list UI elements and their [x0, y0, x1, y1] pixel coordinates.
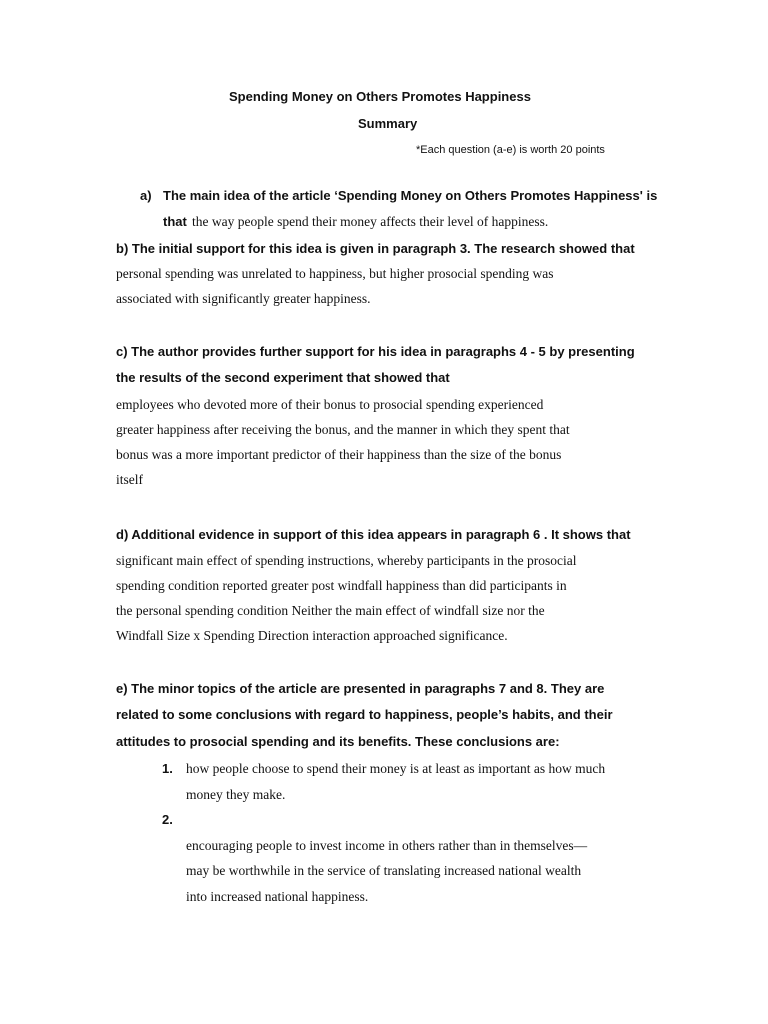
- conclusion-line: may be worthwhile in the service of translating increased national wealth: [186, 863, 582, 878]
- answer-d-line: significant main effect of spending instructions, whereby participants in the prosocial: [116, 553, 577, 568]
- answer-b-line: associated with significantly greater happiness.: [116, 291, 371, 306]
- answer-d-line: Windfall Size x Spending Direction interaction approached significance.: [116, 628, 508, 643]
- answer-d-line: the personal spending condition Neither the main effect of windfall size nor the: [116, 603, 545, 618]
- points-note: *Each question (a-e) is worth 20 points: [416, 144, 605, 156]
- answer-d-line: spending condition reported greater post windfall happiness than did participants in: [116, 578, 567, 593]
- answer-d-lead: d) Additional evidence in support of this idea appears in paragraph 6 . It shows that: [116, 527, 631, 542]
- conclusion-number: 2.: [162, 812, 173, 827]
- conclusion-line: into increased national happiness.: [186, 889, 369, 904]
- conclusion-line: encouraging people to invest income in others rather than in themselves—: [186, 838, 588, 853]
- answer-e-lead: attitudes to prosocial spending and its benefits. These conclusions are:: [116, 734, 560, 749]
- answer-b-lead: b) The initial support for this idea is given in paragraph 3. The research showed that: [116, 241, 635, 256]
- conclusion-number: 1.: [162, 761, 173, 776]
- answer-a-marker: a): [140, 188, 152, 203]
- document-subtitle: Summary: [358, 116, 418, 131]
- answer-a-that: that: [163, 214, 187, 229]
- answer-e-lead: related to some conclusions with regard to happiness, people’s habits, and their: [116, 707, 613, 722]
- document-title: Spending Money on Others Promotes Happiness: [229, 89, 531, 104]
- answer-c-line: bonus was a more important predictor of their happiness than the size of the bonus: [116, 447, 562, 462]
- answer-c-line: greater happiness after receiving the bonus, and the manner in which they spent that: [116, 422, 570, 437]
- answer-a-lead: The main idea of the article ‘Spending Money on Others Promotes Happiness' is: [163, 188, 658, 203]
- answer-b-line: personal spending was unrelated to happiness, but higher prosocial spending was: [116, 266, 554, 281]
- answer-c-lead: the results of the second experiment that showed that: [116, 370, 450, 385]
- answer-c-line: itself: [116, 472, 143, 487]
- answer-c-lead: c) The author provides further support for his idea in paragraphs 4 - 5 by presenting: [116, 344, 635, 359]
- conclusion-line: how people choose to spend their money is at least as important as how much: [186, 761, 606, 776]
- conclusion-line: money they make.: [186, 787, 286, 802]
- answer-e-lead: e) The minor topics of the article are presented in paragraphs 7 and 8. They are: [116, 681, 605, 696]
- answer-c-line: employees who devoted more of their bonus to prosocial spending experienced: [116, 397, 544, 412]
- answer-a-text: the way people spend their money affects their level of happiness.: [192, 214, 549, 229]
